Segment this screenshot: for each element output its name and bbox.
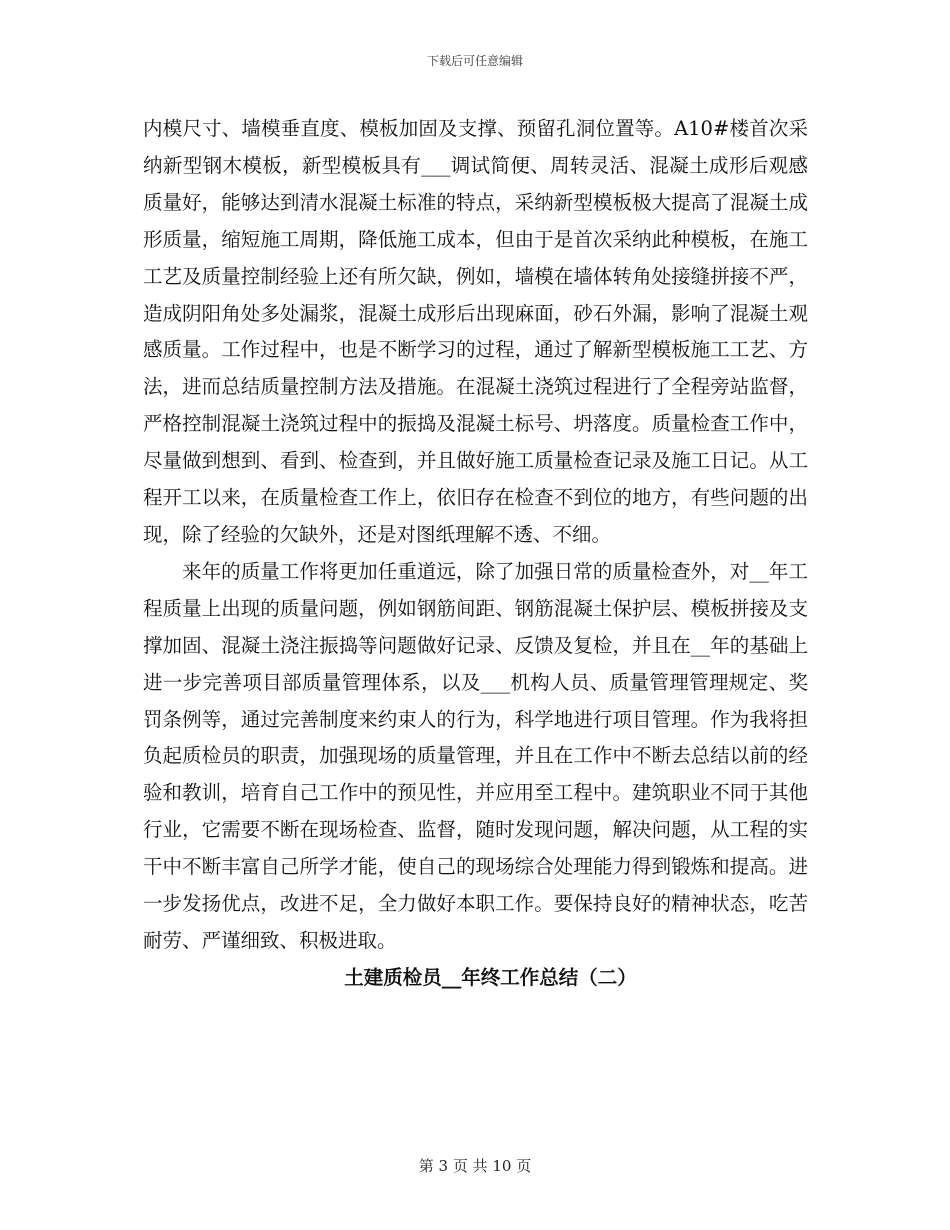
- page-header-note: 下载后可任意编辑: [426, 54, 523, 68]
- paragraph-next-year-plan: 来年的质量工作将更加任重道远，除了加强日常的质量检查外，对__年工程质量上出现的质量问题，例如钢筋间距、钢筋混凝土保护层、模板拼接及支撑加固、混凝土浇注振捣等问题做好记录、反馈及复检，并且在__年的基础上进一步完善项目部质量管理体系，以及___机构人员、质量管理管理规定、奖罚条例等，通过完善制度来约束人的行为，科学地进行项目管理。作为我将担负起质检员的职责，加强现场的质量管理，并且在工作中不断去总结以前的经验和教训，培育自己工作中的预见性，并应用至工程中。建筑职业不同于其他行业，它需要不断在现场检查、监督，随时发现问题，解决问题，从工程的实干中不断丰富自己所学才能，使自己的现场综合处理能力得到锻炼和提高。进一步发扬优点，改进不足，全力做好本职工作。要保持良好的精神状态，吃苦耐劳、严谨细致、积极进取。: [143, 559, 808, 952]
- paragraph-quality-control-review: 内模尺寸、墙模垂直度、模板加固及支撑、预留孔洞位置等。A10#楼首次采纳新型钢木模板，新型模板具有___调试简便、周转灵活、混凝土成形后观感质量好，能够达到清水混凝土标准的特点，采纳新型模板极大提高了混凝土成形质量，缩短施工周期，降低施工成本，但由于是首次采纳此种模板，在施工工艺及质量控制经验上还有所欠缺，例如，墙模在墙体转角处接缝拼接不严，造成阴阳角处多处漏浆，混凝土成形后出现麻面，砂石外漏，影响了混凝土观感质量。工作过程中，也是不断学习的过程，通过了解新型模板施工工艺、方法，进而总结质量控制方法及措施。在混凝土浇筑过程进行了全程旁站监督，严格控制混凝土浇筑过程中的振捣及混凝土标号、坍落度。质量检查工作中，尽量做到想到、看到、检查到，并且做好施工质量检查记录及施工日记。从工程开工以来，在质量检查工作上，依旧存在检查不到位的地方，有些问题的出现，除了经验的欠缺外，还是对图纸理解不透、不细。: [143, 117, 808, 546]
- page-number: 第 3 页 共 10 页: [418, 1157, 532, 1175]
- document-body: [143, 111, 808, 997]
- section-heading: 土建质检员__年终工作总结（二）: [344, 965, 637, 989]
